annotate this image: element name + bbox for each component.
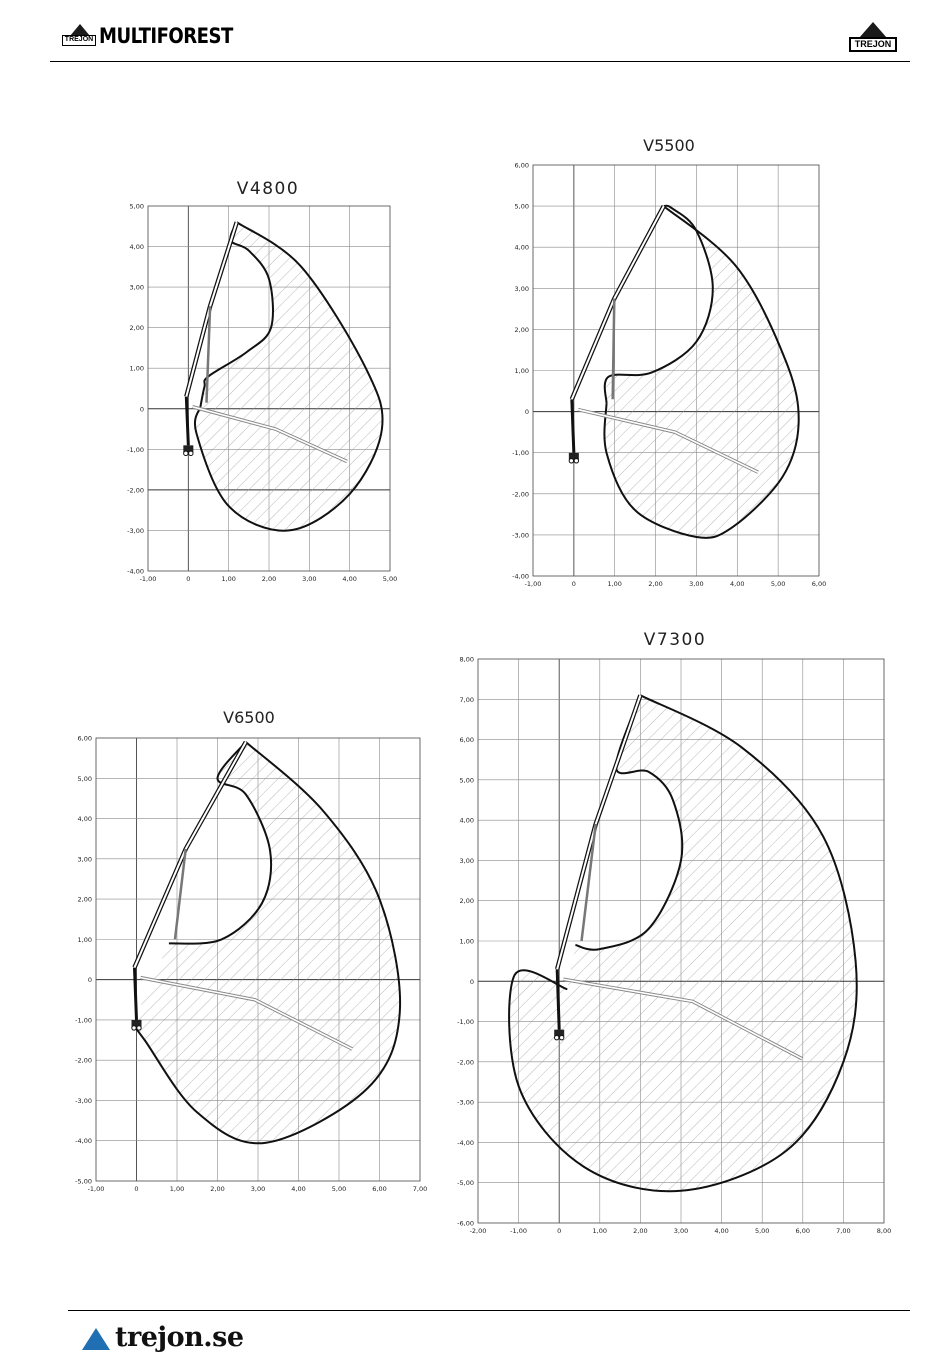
x-tick-label: 5,00 [382, 575, 398, 583]
y-tick-label: -1,00 [457, 1018, 474, 1027]
x-tick-label: 4,00 [342, 575, 357, 583]
y-tick-label: -5,00 [457, 1179, 474, 1188]
y-tick-label: -4,00 [457, 1138, 474, 1147]
x-tick-label: 7,00 [836, 1227, 851, 1235]
y-tick-label: 1,00 [129, 364, 144, 373]
x-tick-label: 1,00 [592, 1227, 608, 1235]
y-tick-label: 6,00 [459, 736, 474, 745]
y-tick-label: 4,00 [77, 815, 92, 824]
x-tick-label: 0 [571, 580, 576, 588]
y-tick-label: 0 [524, 408, 529, 417]
y-tick-label: 4,00 [459, 816, 474, 825]
y-tick-label: 7,00 [459, 695, 474, 704]
x-tick-label: 3,00 [302, 575, 317, 583]
y-tick-label: 6,00 [77, 734, 92, 743]
reach-chart-v5500 [512, 136, 826, 588]
x-tick-label: 2,00 [648, 580, 663, 588]
y-tick-label: -2,00 [512, 490, 529, 499]
crane-wheel [184, 451, 188, 455]
chart-title: V7300 [643, 630, 707, 650]
crane-jib-folded [613, 299, 615, 400]
x-tick-label: -1,00 [524, 580, 542, 588]
y-tick-label: 1,00 [459, 937, 474, 946]
y-tick-label: 0 [87, 976, 92, 985]
y-tick-label: -5,00 [75, 1177, 92, 1186]
x-tick-label: 4,00 [714, 1227, 729, 1235]
x-tick-label: 2,00 [210, 1185, 225, 1193]
y-tick-label: 3,00 [459, 856, 474, 865]
chart-title: V4800 [236, 179, 300, 199]
y-tick-label: 1,00 [77, 935, 92, 944]
reach-chart-v4800 [127, 179, 397, 583]
x-tick-label: 3,00 [689, 580, 704, 588]
y-tick-label: 5,00 [514, 202, 529, 211]
crane-wheel [569, 459, 573, 463]
y-tick-label: 8,00 [459, 655, 474, 664]
y-tick-label: -3,00 [457, 1098, 474, 1107]
crane-wheel [574, 459, 578, 463]
y-tick-label: -3,00 [512, 531, 529, 540]
y-tick-label: -1,00 [512, 449, 529, 458]
footer-divider [68, 1310, 910, 1311]
x-tick-label: 0 [557, 1227, 562, 1235]
crane-wheel [560, 1035, 564, 1039]
crane-boom [134, 742, 245, 968]
brand-name: MULTIFOREST [99, 24, 233, 48]
y-tick-label: 3,00 [514, 284, 529, 293]
y-tick-label: -3,00 [127, 526, 144, 535]
y-tick-label: 2,00 [129, 324, 144, 333]
x-tick-label: 1,00 [221, 575, 236, 583]
x-tick-label: 4,00 [291, 1185, 306, 1193]
x-tick-label: 2,00 [261, 575, 277, 583]
y-tick-label: -2,00 [127, 486, 144, 495]
crane-wheel [189, 451, 193, 455]
x-tick-label: 2,00 [633, 1227, 648, 1235]
y-tick-label: 5,00 [459, 776, 474, 785]
x-tick-label: -2,00 [469, 1227, 487, 1235]
y-tick-label: 1,00 [514, 367, 529, 375]
reach-chart-v6500 [75, 708, 427, 1193]
x-tick-label: 0 [186, 575, 191, 583]
reach-area-hatch [509, 695, 857, 1191]
y-tick-label: 2,00 [514, 325, 529, 334]
footer-logo[interactable] [82, 1322, 244, 1353]
crane-column [572, 399, 574, 453]
y-tick-label: -1,00 [75, 1016, 92, 1025]
y-tick-label: 2,00 [77, 895, 92, 904]
y-tick-label: 6,00 [514, 161, 529, 170]
x-tick-label: -1,00 [510, 1227, 528, 1235]
trejon-badge-text: TREJON [62, 35, 96, 46]
y-tick-label: -2,00 [457, 1058, 474, 1067]
y-tick-label: -4,00 [75, 1137, 92, 1146]
y-tick-label: 2,00 [459, 897, 474, 906]
x-tick-label: 4,00 [730, 580, 745, 588]
reach-chart-v7300 [457, 630, 891, 1235]
crane-jib-folded [582, 824, 596, 941]
x-tick-label: 6,00 [795, 1227, 811, 1235]
y-tick-label: 0 [469, 977, 474, 986]
y-tick-label: -4,00 [127, 567, 144, 576]
x-tick-label: 5,00 [331, 1185, 347, 1193]
x-tick-label: 0 [134, 1185, 139, 1193]
x-tick-label: 1,00 [169, 1185, 185, 1193]
website-link[interactable]: trejon.se [115, 1322, 244, 1353]
crane-wheel [132, 1026, 136, 1030]
y-tick-label: -1,00 [127, 445, 144, 454]
trejon-logo-text: TREJON [849, 37, 897, 52]
x-tick-label: 6,00 [811, 580, 827, 588]
x-tick-label: -1,00 [139, 575, 157, 583]
crane-wheel [137, 1026, 141, 1030]
x-tick-label: 5,00 [770, 580, 786, 588]
x-tick-label: 3,00 [250, 1185, 266, 1193]
crane-boom [557, 695, 640, 969]
x-tick-label: 1,00 [607, 580, 622, 588]
y-tick-label: -2,00 [75, 1056, 92, 1065]
crane-wheel [555, 1035, 559, 1039]
crane-column [557, 969, 559, 1029]
x-tick-label: 7,00 [412, 1185, 428, 1193]
y-tick-label: 4,00 [514, 243, 529, 252]
x-tick-label: 3,00 [673, 1227, 689, 1235]
trejon-triangle-icon [82, 1328, 110, 1350]
crane-column [134, 968, 136, 1020]
y-tick-label: 0 [139, 405, 144, 414]
x-tick-label: 8,00 [876, 1227, 892, 1235]
x-tick-label: 6,00 [372, 1185, 387, 1193]
x-tick-label: -1,00 [87, 1185, 105, 1193]
x-tick-label: 5,00 [754, 1227, 770, 1235]
chart-title: V6500 [223, 708, 275, 727]
y-tick-label: -4,00 [512, 572, 529, 581]
y-tick-label: 3,00 [77, 855, 92, 864]
y-tick-label: 3,00 [129, 283, 144, 292]
reach-area-hatch [604, 206, 798, 538]
y-tick-label: -6,00 [457, 1219, 474, 1228]
y-tick-label: 5,00 [129, 202, 144, 211]
y-tick-label: 4,00 [129, 243, 144, 252]
y-tick-label: 5,00 [77, 774, 92, 783]
y-tick-label: -3,00 [75, 1096, 92, 1105]
crane-column [186, 397, 188, 446]
chart-title: V5500 [643, 136, 695, 155]
